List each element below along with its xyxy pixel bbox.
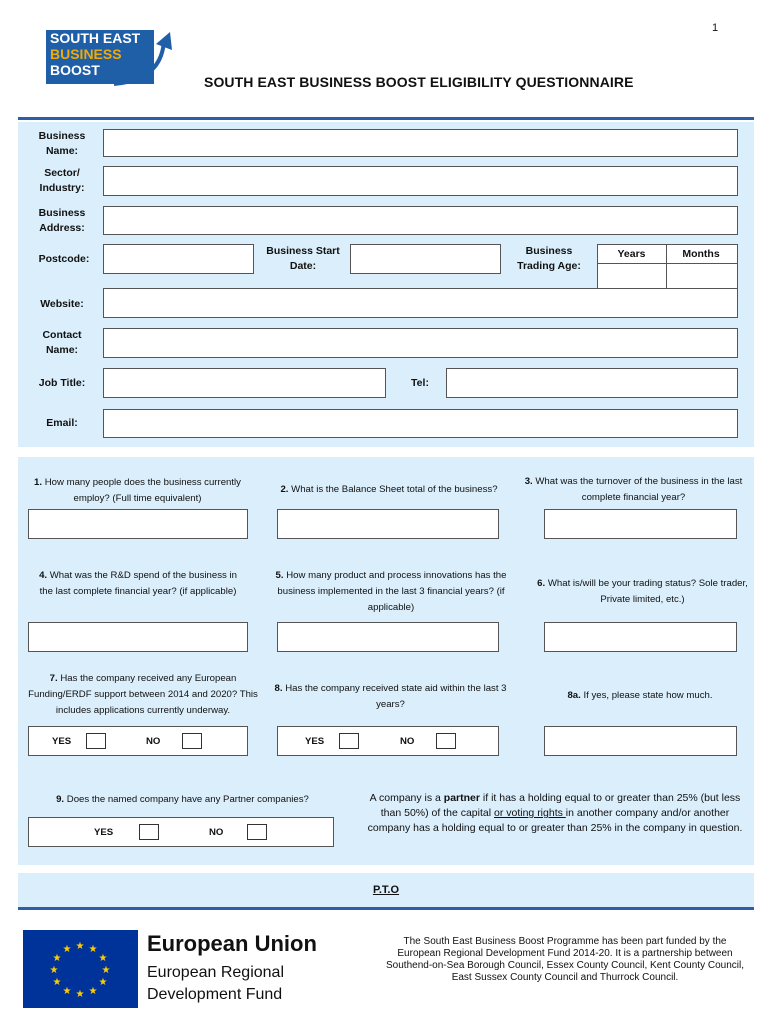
- q7-no-checkbox[interactable]: [182, 733, 202, 749]
- q9-yes-checkbox[interactable]: [139, 824, 159, 840]
- svg-text:★: ★: [62, 944, 72, 955]
- eu-stars-icon: [23, 930, 138, 1008]
- q9-no-label: NO: [209, 827, 224, 838]
- tel-label: Tel:: [411, 377, 429, 389]
- q7-yes-checkbox[interactable]: [86, 733, 106, 749]
- postcode-input[interactable]: [103, 244, 254, 274]
- svg-text:★: ★: [75, 989, 85, 1000]
- title-rule: [18, 117, 754, 120]
- q7-yes-label: YES: [52, 736, 72, 747]
- eu-subtitle-1: European Regional: [147, 964, 284, 981]
- svg-text:★: ★: [88, 986, 98, 997]
- svg-text:★: ★: [49, 965, 59, 976]
- eu-title: European Union: [147, 931, 317, 956]
- logo-line-1: SOUTH EAST: [50, 30, 141, 46]
- email-input[interactable]: [103, 409, 738, 438]
- years-label: Years: [617, 248, 646, 260]
- contact-label: Contact Name:: [42, 329, 82, 356]
- logo: [44, 22, 179, 86]
- email-label: Email:: [46, 417, 78, 429]
- start-date-input[interactable]: [350, 244, 501, 274]
- svg-text:★: ★: [98, 977, 108, 988]
- eu-subtitle-2: Development Fund: [147, 986, 283, 1003]
- svg-text:★: ★: [98, 953, 108, 964]
- question-7: 7. Has the company received any European Funding/ERDF support between 2014 and 2020? This includes applications currently underway.: [28, 673, 258, 716]
- question-4: 4. What was the R&D spend of the business in the last complete financial year? (if applicable): [39, 570, 237, 597]
- page-number: 1: [712, 22, 719, 34]
- job-title-label: Job Title:: [38, 377, 86, 389]
- contact-input[interactable]: [103, 328, 738, 358]
- q9-answer-box: [28, 817, 334, 847]
- pto-label: P.T.O: [372, 884, 400, 896]
- question-3: 3. What was the turnover of the business in the last complete financial year?: [524, 476, 743, 503]
- svg-text:★: ★: [52, 953, 62, 964]
- question-8: 8. Has the company received state aid within the last 3 years?: [274, 683, 507, 710]
- q8-yes-label: YES: [305, 736, 325, 747]
- postcode-label: Postcode:: [38, 253, 90, 265]
- q8-no-label: NO: [400, 736, 415, 747]
- q5-input[interactable]: [277, 622, 499, 652]
- q2-input[interactable]: [277, 509, 499, 539]
- business-name-input[interactable]: [103, 129, 738, 157]
- q8-yes-checkbox[interactable]: [339, 733, 359, 749]
- business-name-label: Business Name:: [38, 130, 86, 157]
- trading-age-label: Business Trading Age:: [517, 245, 581, 272]
- question-9: 9. Does the named company have any Partner companies?: [56, 794, 309, 805]
- svg-text:★: ★: [52, 977, 62, 988]
- question-8a: 8a. If yes, please state how much.: [567, 690, 713, 701]
- q7-no-label: NO: [146, 736, 161, 747]
- start-date-label: Business Start Date:: [266, 245, 340, 272]
- svg-text:★: ★: [62, 986, 72, 997]
- eu-flag: [23, 930, 138, 1008]
- q9-yes-label: YES: [94, 827, 114, 838]
- question-6: 6. What is/will be your trading status? Sole trader, Private limited, etc.): [537, 578, 748, 605]
- logo-line-2: BUSINESS: [50, 46, 122, 62]
- question-1: 1. How many people does the business currently employ? (Full time equivalent): [34, 477, 241, 504]
- svg-text:★: ★: [101, 965, 111, 976]
- tel-input[interactable]: [446, 368, 738, 398]
- pto-rule: [18, 907, 754, 910]
- address-input[interactable]: [103, 206, 738, 235]
- sector-input[interactable]: [103, 166, 738, 196]
- job-title-input[interactable]: [103, 368, 386, 398]
- q4-input[interactable]: [28, 622, 248, 652]
- address-label: Business Address:: [38, 207, 86, 234]
- website-label: Website:: [40, 298, 84, 310]
- sector-label: Sector/ Industry:: [39, 167, 85, 194]
- q1-input[interactable]: [28, 509, 248, 539]
- months-label: Months: [682, 248, 720, 260]
- page-title: SOUTH EAST BUSINESS BOOST ELIGIBILITY QUESTIONNAIRE: [204, 74, 634, 90]
- q6-input[interactable]: [544, 622, 737, 652]
- question-2: 2. What is the Balance Sheet total of the business?: [280, 484, 498, 495]
- q9-no-checkbox[interactable]: [247, 824, 267, 840]
- website-input[interactable]: [103, 288, 738, 318]
- logo-line-3: BOOST: [50, 62, 100, 78]
- question-5: 5. How many product and process innovations has the business implemented in the last 3 financial years? (if applicable): [275, 570, 507, 613]
- svg-text:★: ★: [75, 941, 85, 952]
- svg-text:★: ★: [88, 944, 98, 955]
- q8a-input[interactable]: [544, 726, 737, 756]
- voting-rights-link[interactable]: or voting rights: [494, 807, 566, 819]
- q8-no-checkbox[interactable]: [436, 733, 456, 749]
- partner-definition: A company is a partner if it has a holding equal to or greater than 25% (but less than 50%) of the capital or voting rights in another company and/or another company has a holding equal to or greater than 25% in the company in question.: [367, 792, 743, 834]
- funding-statement: The South East Business Boost Programme has been part funded by the European Regional Development Fund 2014-20. It is a partnership between Southend-on-Sea Borough Council, Essex County Council, Kent County Council, East Sussex County Council and Thurrock Council.: [386, 936, 744, 983]
- q3-input[interactable]: [544, 509, 737, 539]
